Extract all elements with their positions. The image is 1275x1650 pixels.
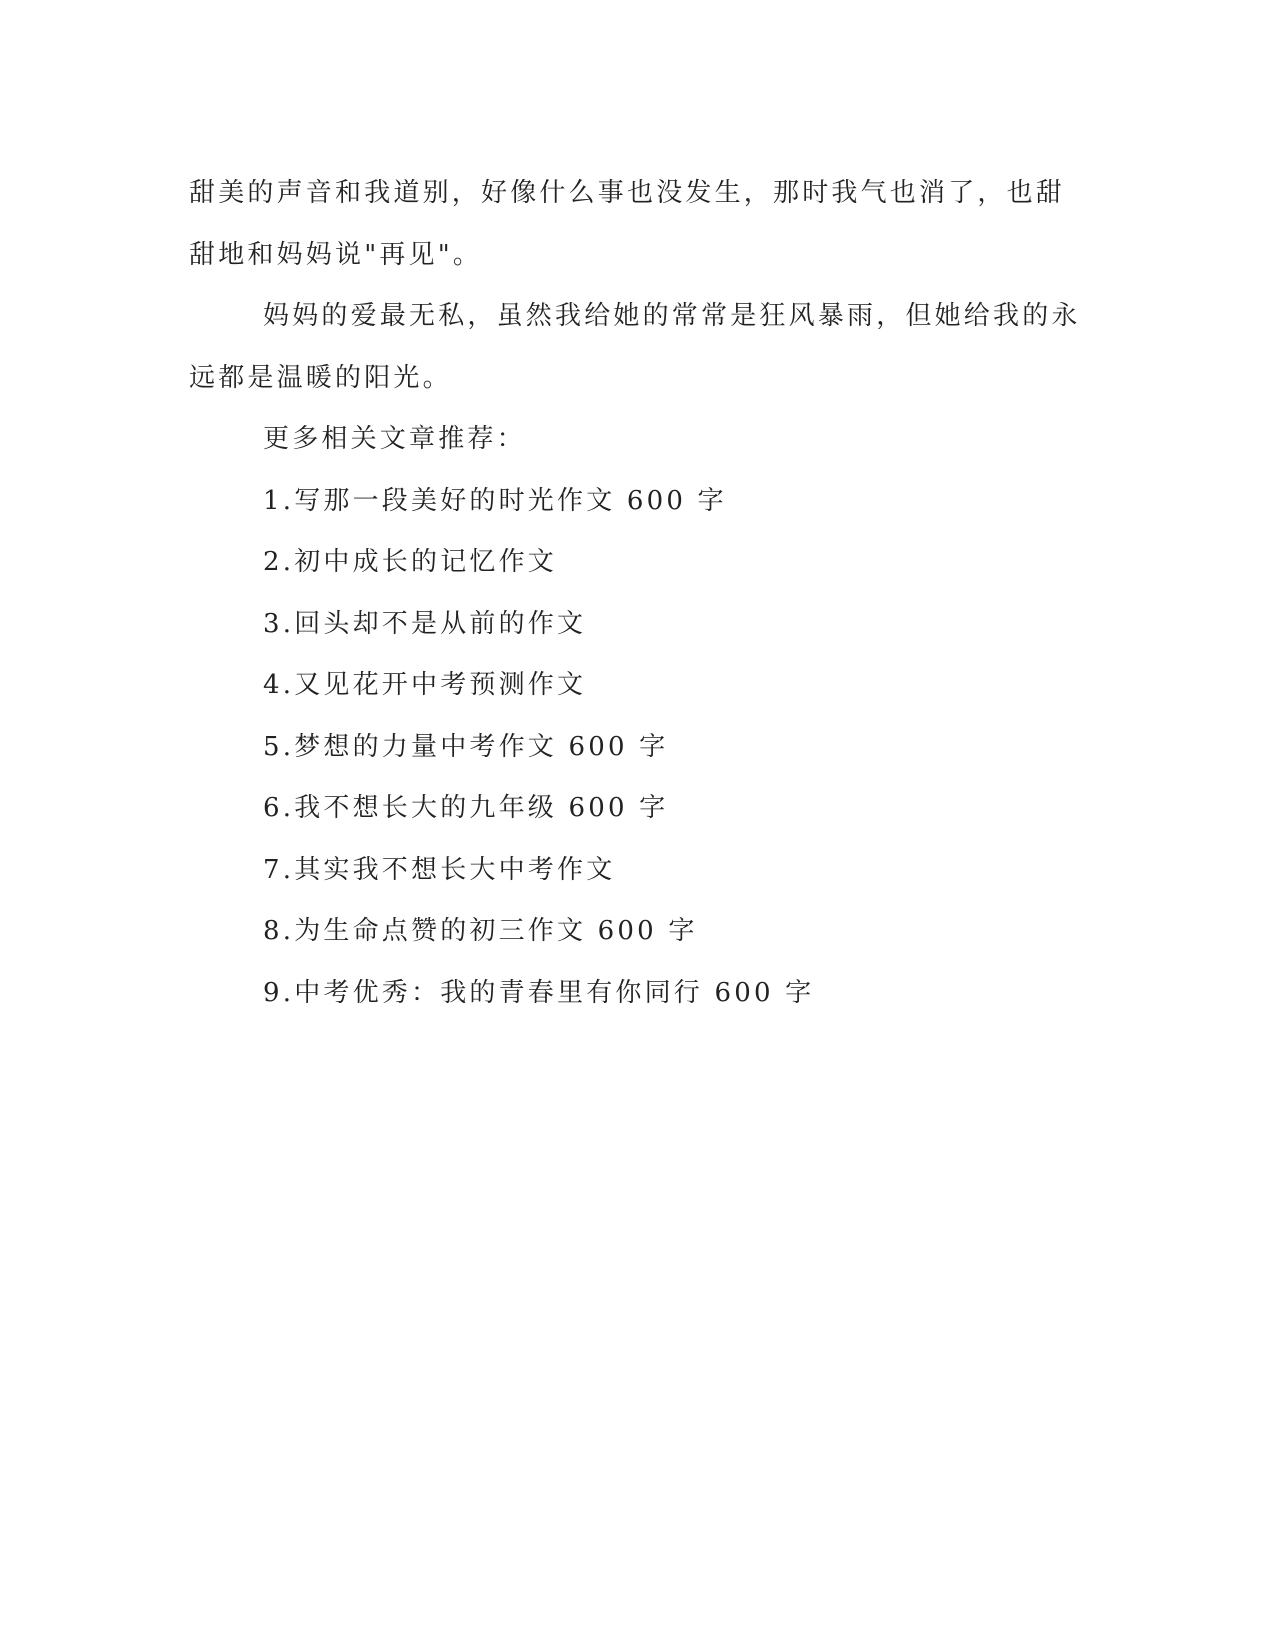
related-article-link[interactable]: 8.为生命点赞的初三作文 600 字: [263, 916, 698, 946]
related-article-link[interactable]: 4.又见花开中考预测作文: [263, 670, 587, 700]
related-article-link[interactable]: 5.梦想的力量中考作文 600 字: [263, 731, 669, 762]
related-article-link[interactable]: 6.我不想长大的九年级 600 字: [263, 793, 669, 823]
related-article-link[interactable]: 3.回头却不是从前的作文: [263, 608, 587, 639]
paragraph-line: 妈妈的爱最无私，虽然我给她的常常是狂风暴雨，但她给我的永: [263, 301, 1081, 331]
related-articles-heading: 更多相关文章推荐：: [263, 424, 526, 454]
paragraph-line: 甜美的声音和我道别，好像什么事也没发生，那时我气也消了，也甜: [189, 178, 1066, 208]
related-articles-list: [189, 471, 1089, 1025]
related-article-link[interactable]: 7.其实我不想长大中考作文: [263, 854, 616, 885]
paragraph-line: 甜地和妈妈说"再见"。: [189, 239, 483, 270]
related-article-link[interactable]: 1.写那一段美好的时光作文 600 字: [263, 485, 727, 516]
document-body: [189, 163, 1089, 1024]
related-article-link[interactable]: 9.中考优秀：我的青春里有你同行 600 字: [263, 977, 815, 1008]
related-article-link[interactable]: 2.初中成长的记忆作文: [263, 547, 558, 577]
paragraph-line: 远都是温暖的阳光。: [189, 362, 452, 393]
